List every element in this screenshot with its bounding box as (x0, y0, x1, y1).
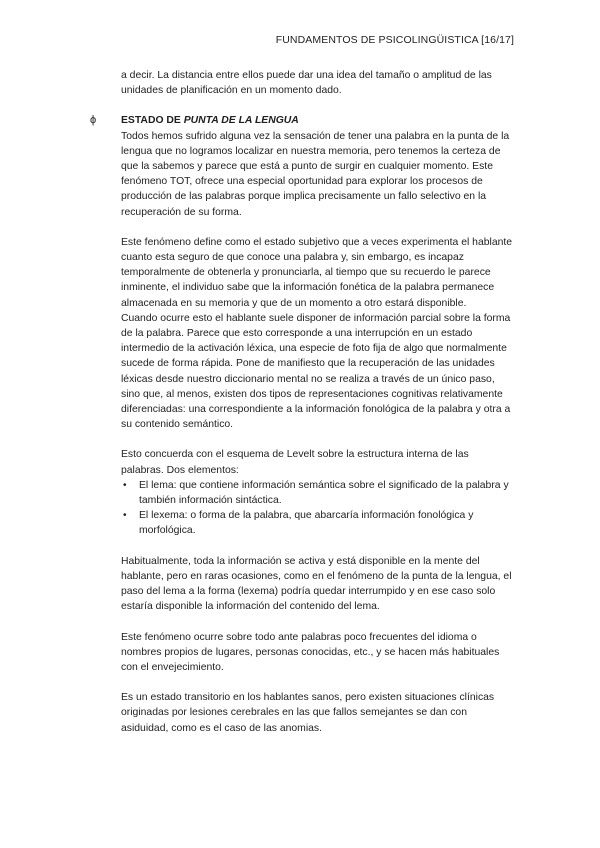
section-heading-prefix: ESTADO DE (121, 115, 181, 127)
page-header: FUNDAMENTOS DE PSICOLINGÜISTICA [16/17] (275, 34, 514, 46)
paragraph-1: Todos hemos sufrido alguna vez la sensación de tener una palabra en la punta de la lengua que no logramos localizar en nuestra memoria, pero tenemos la certeza de que la sabemos y parece que está a punto de surgir en cualquier momento. Este fenómeno TOT, ofrece una especial oportunidad para explorar los procesos de producción de las palabras porque implica precisamente un fallo selectivo en la recuperación de su forma. (121, 130, 510, 218)
bullet-icon: • (123, 510, 127, 522)
paragraph-5: Habitualmente, toda la información se activa y está disponible en la mente del hablante, pero en raras ocasiones, como en el fenómeno de la punta de la lengua, el paso del lema a la forma (lexema) podría quedar interrumpido y en ese caso solo estaría disponible la información del contenido del lema. (121, 555, 512, 613)
phi-bullet-icon: ϕ (90, 114, 97, 127)
paragraph-4: Esto concuerda con el esquema de Levelt sobre la estructura interna de las palabras. Dos elementos: (121, 449, 469, 476)
section-heading-italic: PUNTA DE LA LENGUA (183, 115, 299, 127)
paragraph-6: Este fenómeno ocurre sobre todo ante palabras poco frecuentes del idioma o nombres propios de lugares, personas conocidas, etc., y se hacen más habituales con el envejecimiento. (121, 631, 500, 673)
page-content (90, 68, 513, 736)
paragraph-2: Este fenómeno define como el estado subjetivo que a veces experimenta el hablante cuanto esta seguro de que conoce una palabra y, sin embargo, es incapaz temporalmente de obtenerla y pronunciarla, al tiempo que su recuerdo le parece inminente, el individuo sabe que la información fonética de la palabra permanece almacenada en su memoria y que de un momento a otro estará disponible. (121, 236, 513, 309)
list-item-text: El lema: que contiene información semántica sobre el significado de la palabra y también información sintáctica. (139, 479, 509, 507)
section-heading (90, 113, 513, 128)
bullet-icon: • (123, 479, 127, 491)
list-item-text: El lexema: o forma de la palabra, que abarcaría información fonológica y morfológica. (139, 510, 474, 537)
paragraph-3: Cuando ocurre esto el hablante suele disponer de información parcial sobre la forma de la palabra. Parece que esto corresponde a una interrupción en un estado intermedio de la activación léxica, una especie de foto fija de algo que normalmente sucede de forma rápida. Pone de manifiesto que la recuperación de las unidades léxicas desde nuestro diccionario mental no se realiza a través de un único paso, sino que, al menos, existen dos tipos de representaciones cognitivas relativamente diferenciadas: una correspondiente a la información fonológica de la palabra y otra a su contenido semántico. (121, 312, 511, 431)
list-item (121, 508, 513, 538)
intro-paragraph: a decir. La distancia entre ellos puede dar una idea del tamaño o amplitud de las unidades de planificación en un momento dado. (121, 70, 492, 97)
paragraph-7: Es un estado transitorio en los hablantes sanos, pero existen situaciones clínicas originadas por lesiones cerebrales en las que fallos semejantes se dan con asiduidad, como es el caso de las anomias. (121, 692, 495, 734)
elements-list (121, 478, 513, 539)
list-item (121, 478, 513, 508)
